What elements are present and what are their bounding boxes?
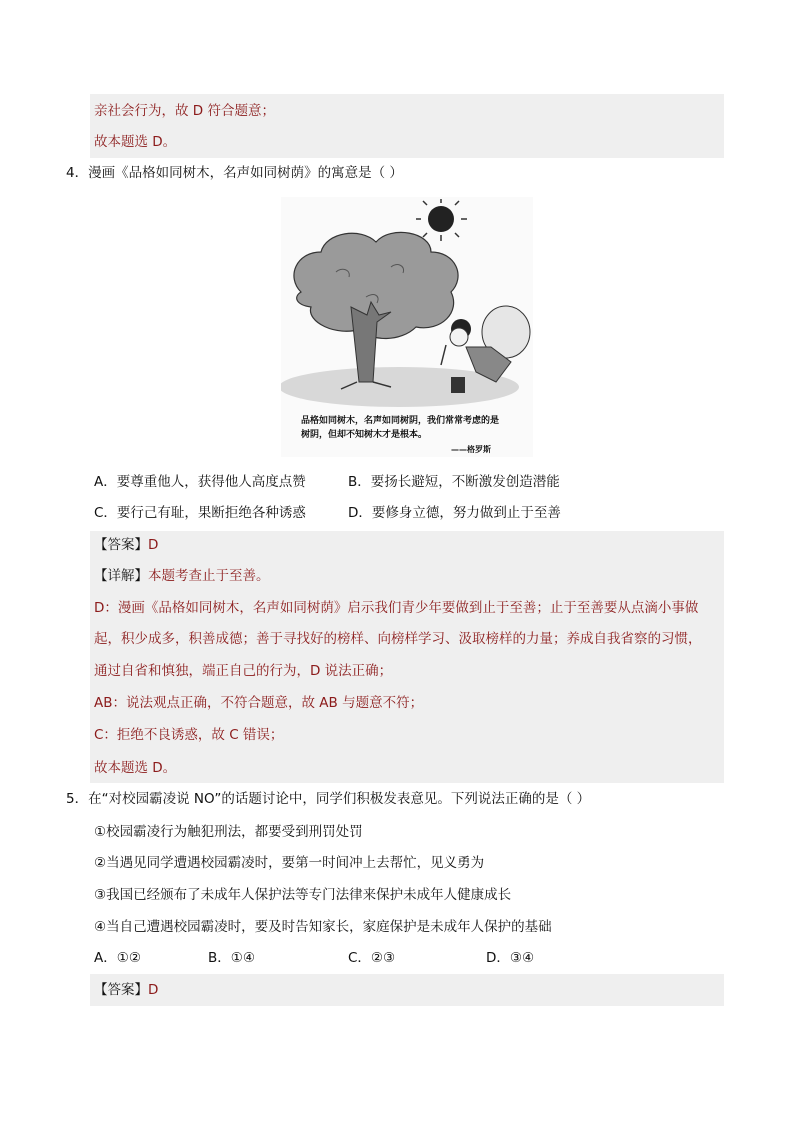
answer-value: D <box>148 537 159 553</box>
q5-statement: ④当自己遭遇校园霸凌时，要及时告知家长，家庭保护是未成年人保护的基础 <box>94 919 552 935</box>
q4-detail-line: 故本题选 D。 <box>94 760 177 776</box>
tree-icon <box>294 232 458 389</box>
detail-label: 【详解】 <box>94 568 148 584</box>
prev-explanation-conclusion: 故本题选 D。 <box>94 134 177 150</box>
q4-stem: 4．漫画《品格如同树木，名声如同树荫》的寓意是（ ） <box>66 165 403 181</box>
q5-option-d: D．③④ <box>486 950 535 966</box>
q5-stem: 5．在“对校园霸凌说 NO”的话题讨论中，同学们积极发表意见。下列说法正确的是（ ） <box>66 791 591 807</box>
q5-statement: ①校园霸凌行为触犯刑法，都要受到刑罚处罚 <box>94 824 363 840</box>
prev-explanation-line: 亲社会行为，故 D 符合题意； <box>94 103 275 119</box>
q4-detail-line: C：拒绝不良诱惑，故 C 错误； <box>94 727 284 743</box>
answer-label: 【答案】 <box>94 537 148 553</box>
q4-cartoon <box>281 197 533 457</box>
q4-detail-line: 起，积少成多，积善成德；善于寻找好的榜样、向榜样学习、汲取榜样的力量；养成自我省察的习惯， <box>94 631 702 647</box>
q4-detail <box>94 566 270 586</box>
cartoon-caption-line2: 树阴，但却不知树木才是根本。 <box>301 430 428 440</box>
q4-option-b: B．要扬长避短，不断激发创造潜能 <box>348 474 560 490</box>
detail-intro: 本题考查止于至善。 <box>148 568 270 584</box>
q5-option-a: A．①② <box>94 950 141 966</box>
q4-detail-line: AB：说法观点正确，不符合题意，故 AB 与题意不符； <box>94 695 424 711</box>
q5-statement: ②当遇见同学遭遇校园霸凌时，要第一时间冲上去帮忙，见义勇为 <box>94 855 485 871</box>
cartoon-author: ——格罗斯 <box>451 445 491 454</box>
q5-option-c: C．②③ <box>348 950 396 966</box>
sun-icon <box>416 199 467 241</box>
q4-answer <box>94 535 158 555</box>
q5-option-b: B．①④ <box>208 950 255 966</box>
q5-answer-block <box>90 974 724 1006</box>
answer-value: D <box>148 982 159 998</box>
q5-statement: ③我国已经颁布了未成年人保护法等专门法律来保护未成年人健康成长 <box>94 887 512 903</box>
q4-option-d: D．要修身立德，努力做到止于至善 <box>348 505 561 521</box>
q4-detail-line: 通过自省和慎独，端正自己的行为，D 说法正确； <box>94 663 393 679</box>
q4-option-c: C．要行己有耻，果断拒绝各种诱惑 <box>94 505 306 521</box>
q4-option-a: A．要尊重他人，获得他人高度点赞 <box>94 474 306 490</box>
cartoon-caption-line1: 品格如同树木，名声如同树阴，我们常常考虑的是 <box>301 416 500 426</box>
q5-answer <box>94 980 158 1000</box>
q4-detail-line: D：漫画《品格如同树木，名声如同树荫》启示我们青少年要做到止于至善；止于至善要从点滴小事做 <box>94 600 699 616</box>
answer-label: 【答案】 <box>94 982 148 998</box>
